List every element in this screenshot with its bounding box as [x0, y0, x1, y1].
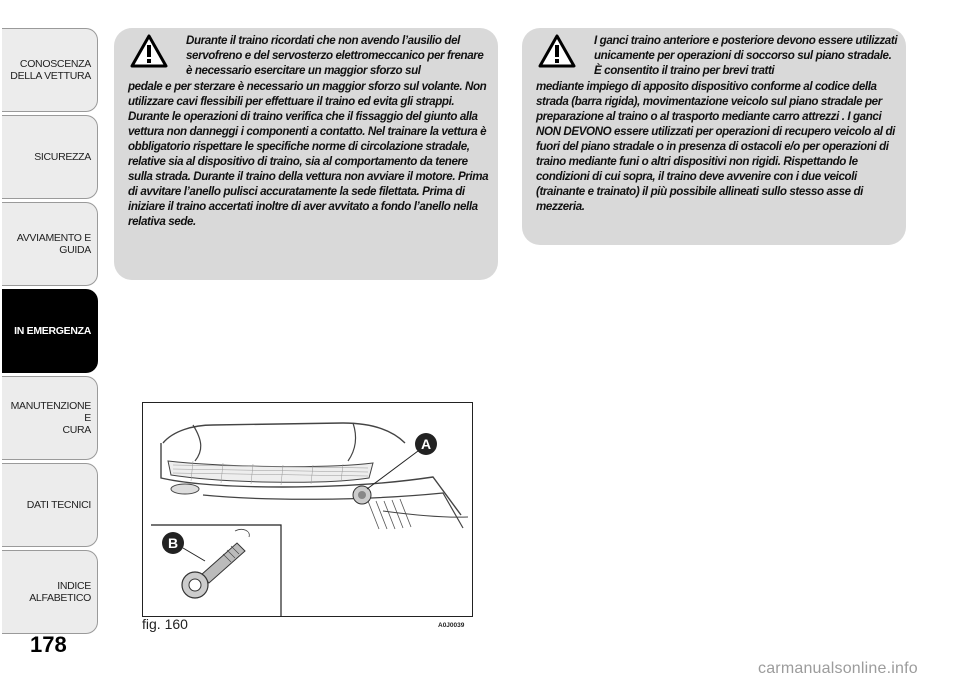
warning-box-right: [522, 28, 906, 245]
warning-right-lead-text: I ganci traino anteriore e posteriore devono essere utilizzati unicamente per operazioni di soccorso sul piano stradale. È consentito il traino per brevi tratti: [594, 34, 898, 77]
page-number: 178: [30, 632, 67, 657]
label-a: A: [420, 436, 432, 452]
tab-manutenzione-e-cura[interactable]: MANUTENZIONE E CURA: [2, 376, 98, 460]
tab-dati-tecnici[interactable]: DATI TECNICI: [2, 463, 98, 547]
watermark: carmanualsonline.info: [758, 660, 918, 677]
warning-box-left: [114, 28, 498, 280]
figure-caption: fig. 160: [142, 616, 188, 632]
tab-avviamento-e-guida[interactable]: AVVIAMENTO E GUIDA: [2, 202, 98, 286]
tab-indice-alfabetico[interactable]: INDICE ALFABETICO: [2, 550, 98, 634]
tab-conoscenza-della-vettura[interactable]: CONOSCENZA DELLA VETTURA: [2, 28, 98, 112]
tab-in-emergenza[interactable]: IN EMERGENZA: [2, 289, 98, 373]
warning-triangle-icon: [538, 34, 576, 68]
warning-triangle-icon: [130, 34, 168, 68]
warning-left-lead-text: Durante il traino ricordati che non avendo l’ausilio del servofreno e del servosterzo elettromeccanico per frenare è necessario esercitare un maggior sforzo sul: [186, 34, 484, 77]
warning-left-body-text: pedale e per sterzare è necessario un maggior sforzo sul volante. Non utilizzare cavi flessibili per effettuare il traino ed evita gli strappi. Durante le operazioni di traino verifica che il fissaggio del giunto alla vettura non danneggi i componenti a contatto. Nel trainare la vettura è obbligatorio rispettare le specifiche norme di circolazione stradale, relative sia al dispositivo di traino, sia al comportamento da tenere sulla strada. Durante il traino della vettura non avviare il motore. Prima di avvitare l’anello pulisci accuratamente la sede filettata. Prima di iniziare il traino accertati inoltre di aver avvitato a fondo l’anello nella relativa sede.: [128, 80, 489, 228]
label-b: B: [167, 535, 179, 551]
warning-right-body-text: mediante impiego di apposito dispositivo conforme al codice della strada (barra rigida), movimentazione veicolo sul piano stradale per preparazione al traino o al trasporto mediante carro attrezzi . I ganci NON DEVONO essere utilizzati per operazioni di recupero veicolo al di fuori del piano stradale o in presenza di ostacoli e/o per operazioni di traino mediante funi o altri dispositivi non rigidi. Rispettando le condizioni di cui sopra, il traino deve avvenire con i due veicoli (trainante e trainato) il più possibile allineati sullo stesso asse di mezzeria.: [536, 80, 895, 213]
figure-160: [142, 402, 473, 617]
figure-code: A0J0039: [438, 622, 465, 629]
rear-bumper-tow-hook-illustration: [143, 403, 472, 616]
tab-sicurezza[interactable]: SICUREZZA: [2, 115, 98, 199]
